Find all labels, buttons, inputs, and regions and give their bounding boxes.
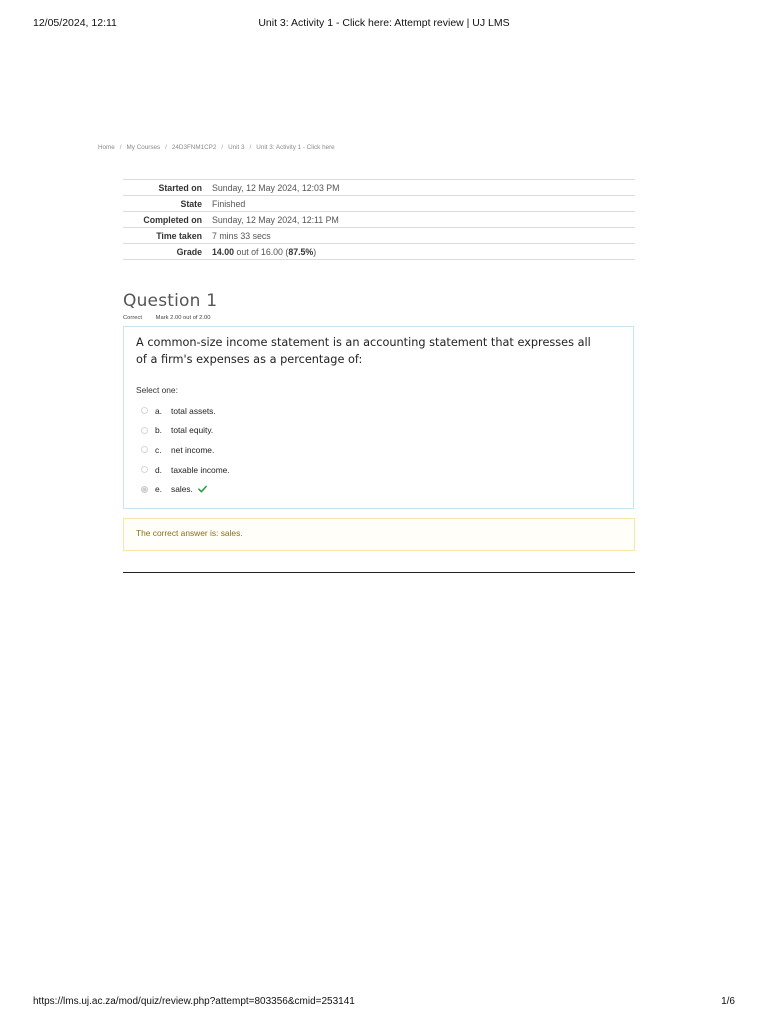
grade-close: ) [313,246,317,257]
print-url: https://lms.uj.ac.za/mod/quiz/review.php?attempt=803356&cmid=253141 [33,996,355,1007]
answer-list [141,401,230,499]
breadcrumb-my-courses[interactable]: My Courses [126,144,161,151]
summary-row-started-on [123,179,635,195]
correct-answer-feedback [123,518,635,551]
question-content-box [123,326,634,509]
summary-value: Sunday, 12 May 2024, 12:11 PM [212,214,339,225]
breadcrumb-course[interactable]: 24D3FNM1CP2 [171,144,217,151]
summary-label: Started on [158,182,202,193]
radio-button-selected[interactable] [141,486,148,493]
answer-option-d[interactable] [141,460,230,480]
breadcrumb-separator: / [221,144,224,151]
breadcrumb-activity[interactable]: Unit 3: Activity 1 - Click here [256,144,335,151]
summary-value: 7 mins 33 secs [212,230,271,241]
answer-letter: d. [155,464,162,475]
section-divider [123,572,635,573]
answer-option-b[interactable] [141,421,230,441]
answer-option-a[interactable] [141,401,230,421]
summary-label: Grade [176,246,202,257]
print-header [33,17,735,31]
answer-text: total assets. [171,405,216,416]
breadcrumb [98,144,335,151]
answer-text: sales. [171,484,193,495]
breadcrumb-separator: / [119,144,122,151]
summary-label: Time taken [156,230,202,241]
question-text: A common-size income statement is an accounting statement that expresses all of a firm's expenses as a percentage of: [136,336,591,366]
radio-button[interactable] [141,427,148,434]
breadcrumb-home[interactable]: Home [98,144,115,151]
answer-text: taxable income. [171,464,230,475]
grade-value [212,247,316,257]
grade-score: 14.00 [212,246,235,257]
question-title: Question 1 [123,291,218,311]
breadcrumb-separator: / [165,144,167,151]
breadcrumb-unit[interactable]: Unit 3 [228,144,245,151]
attempt-summary-table [123,179,635,260]
check-icon [198,485,207,493]
answer-text: net income. [171,444,215,455]
answer-letter: c. [155,444,162,455]
answer-letter: e. [155,484,162,495]
answer-text: total equity. [171,425,214,436]
print-datetime: 12/05/2024, 12:11 [33,17,117,29]
print-page-number: 1/6 [721,996,735,1007]
breadcrumb-separator: / [249,144,252,151]
summary-row-state [123,195,635,211]
grade-percent: 87.5% [288,246,314,257]
grade-out-of: out of 16.00 ( [236,246,289,257]
summary-value: Finished [212,198,246,209]
radio-button[interactable] [141,407,148,414]
question-mark: Mark 2.00 out of 2.00 [155,315,211,321]
summary-row-time-taken [123,227,635,243]
answer-letter: a. [155,405,162,416]
select-one-prompt: Select one: [136,385,178,395]
question-info [123,315,210,321]
answer-letter: b. [155,425,162,436]
summary-label: State [180,198,202,209]
print-page-title: Unit 3: Activity 1 - Click here: Attempt review | UJ LMS [258,17,510,29]
question-state: Correct [123,315,143,321]
radio-button[interactable] [141,466,148,473]
answer-option-c[interactable] [141,440,230,460]
summary-value: Sunday, 12 May 2024, 12:03 PM [212,182,340,193]
answer-option-e[interactable] [141,479,230,499]
feedback-text: The correct answer is: sales. [136,528,243,538]
print-footer [33,996,735,1010]
summary-row-completed-on [123,211,635,227]
summary-label: Completed on [143,214,202,225]
summary-row-grade [123,243,635,260]
radio-button[interactable] [141,446,148,453]
